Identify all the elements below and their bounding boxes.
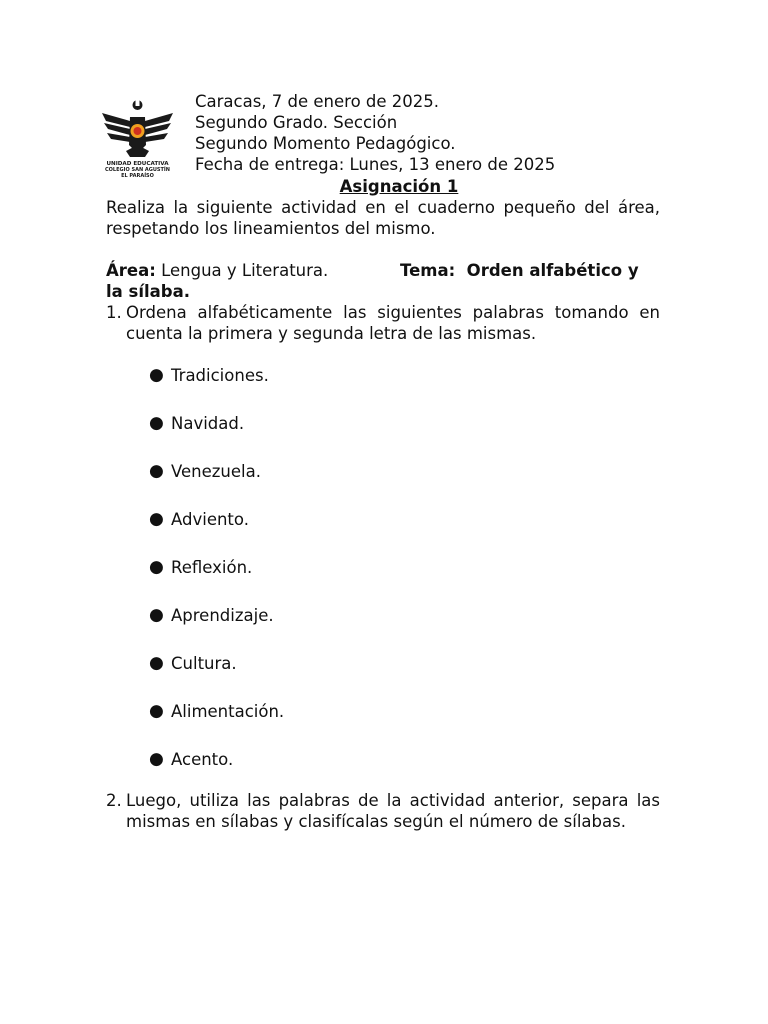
word: Reflexión. xyxy=(171,558,253,577)
tema-label: Tema: xyxy=(400,261,456,280)
word: Venezuela. xyxy=(171,462,261,481)
area-line xyxy=(106,260,666,281)
tema-continuation: la sílaba. xyxy=(106,282,191,301)
bullet-icon: ● xyxy=(149,701,164,721)
word: Tradiciones. xyxy=(171,366,269,385)
word: Acento. xyxy=(171,750,234,769)
area-value: Lengua y Literatura. xyxy=(155,261,329,280)
list-item xyxy=(149,701,284,749)
question-number: 2. xyxy=(106,791,122,810)
word: Cultura. xyxy=(171,654,237,673)
bullet-icon: ● xyxy=(149,749,164,769)
bullet-icon: ● xyxy=(149,461,164,481)
list-item xyxy=(149,509,284,557)
header-due-date: Fecha de entrega: Lunes, 13 enero de 2025 xyxy=(195,155,556,174)
bullet-icon: ● xyxy=(149,365,164,385)
logo-text-3: EL PARAÍSO xyxy=(121,173,154,179)
list-item xyxy=(149,653,284,701)
question-2 xyxy=(106,790,660,832)
question-text: Ordena alfabéticamente las siguientes palabras tomando en cuenta la primera y segunda letra de las mismas. xyxy=(126,303,660,343)
bullet-icon: ● xyxy=(149,605,164,625)
list-item xyxy=(149,413,284,461)
school-logo xyxy=(100,95,175,180)
tema-value: Orden alfabético y xyxy=(455,261,639,280)
list-item xyxy=(149,557,284,605)
bullet-icon: ● xyxy=(149,557,164,577)
bullet-icon: ● xyxy=(149,653,164,673)
list-item xyxy=(149,605,284,653)
intro-paragraph: Realiza la siguiente actividad en el cuaderno pequeño del área, respetando los lineamientos del mismo. xyxy=(106,198,660,238)
word: Aprendizaje. xyxy=(171,606,274,625)
tema xyxy=(400,260,639,281)
area-label: Área: xyxy=(106,261,156,280)
word: Alimentación. xyxy=(171,702,285,721)
list-item xyxy=(149,365,284,413)
word: Navidad. xyxy=(171,414,245,433)
word: Adviento. xyxy=(171,510,249,529)
document-header xyxy=(195,91,555,175)
assignment-title: Asignación 1 xyxy=(339,177,459,196)
header-moment: Segundo Momento Pedagógico. xyxy=(195,134,456,153)
header-place-date: Caracas, 7 de enero de 2025. xyxy=(195,92,440,111)
bullet-icon: ● xyxy=(149,413,164,433)
header-grade: Segundo Grado. Sección xyxy=(195,113,398,132)
word-list xyxy=(149,365,284,797)
logo-text-2: COLEGIO SAN AGUSTÍN xyxy=(105,167,170,173)
question-1 xyxy=(106,302,660,344)
question-text: Luego, utiliza las palabras de la actividad anterior, separa las mismas en sílabas y clasifícalas según el número de sílabas. xyxy=(126,791,660,831)
list-item xyxy=(149,461,284,509)
logo-text-1: UNIDAD EDUCATIVA xyxy=(106,161,169,167)
question-number: 1. xyxy=(106,303,122,322)
bullet-icon: ● xyxy=(149,509,164,529)
